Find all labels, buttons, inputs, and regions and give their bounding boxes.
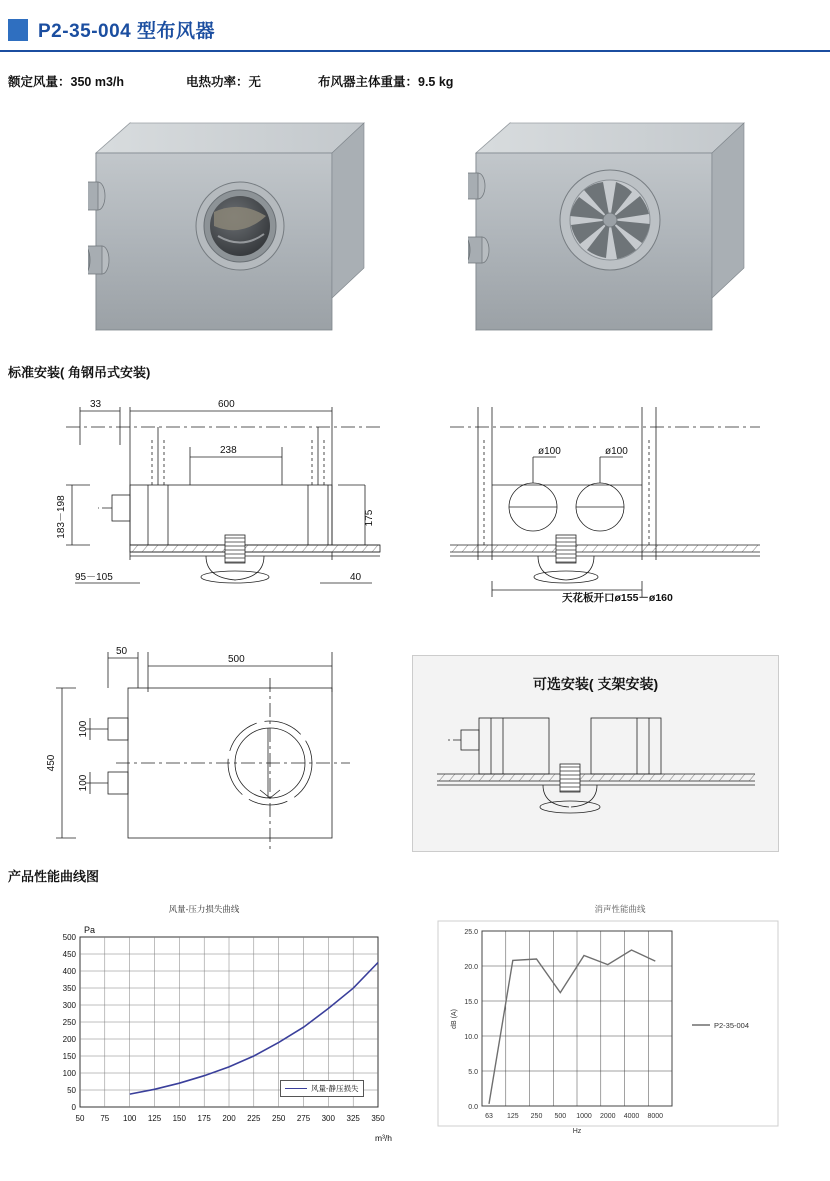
svg-text:250: 250 [62,1018,76,1027]
drawing-side-view [20,385,400,625]
svg-text:33: 33 [90,399,102,410]
svg-text:10.0: 10.0 [464,1034,478,1041]
svg-text:300: 300 [62,1001,76,1010]
svg-text:300: 300 [321,1114,335,1123]
svg-text:4000: 4000 [623,1113,640,1120]
svg-text:50: 50 [75,1114,85,1123]
chart-pressure-loss-title: 风量-压力损失曲线 [168,904,240,914]
product-photos [0,100,830,355]
svg-text:350: 350 [62,984,76,993]
page-header [0,16,830,52]
svg-text:500: 500 [62,933,76,942]
svg-text:2000: 2000 [600,1113,616,1120]
svg-text:400: 400 [62,967,76,976]
chart-pressure-loss-xlabel: m³/h [375,1133,392,1143]
svg-text:25.0: 25.0 [464,929,478,936]
chart-acoustic-xlabel: Hz [572,1128,582,1135]
svg-text:450: 450 [46,754,57,772]
chart-pressure-loss [14,895,404,1165]
svg-text:238: 238 [220,445,237,456]
legend-label: 风量-静压损失 [311,1084,359,1093]
chart-acoustic-legend-label: P2-35-004 [714,1021,750,1030]
product-photo-swirl [468,108,758,338]
chart-pressure-loss-ylabel: Pa [84,925,96,935]
legend-line-swatch [285,1088,307,1089]
chart-acoustic-ylabel: dB (A) [451,1009,458,1029]
svg-text:150: 150 [62,1052,76,1061]
svg-text:500: 500 [554,1113,567,1120]
svg-text:125: 125 [147,1114,162,1123]
svg-text:175: 175 [197,1114,211,1123]
svg-text:ø100: ø100 [538,446,561,457]
svg-text:63: 63 [485,1113,493,1120]
svg-text:15.0: 15.0 [464,999,478,1006]
drawing-duct-view [430,385,770,625]
svg-text:100: 100 [123,1114,137,1123]
svg-text:500: 500 [228,654,245,665]
svg-text:0: 0 [71,1103,76,1112]
svg-text:225: 225 [247,1114,261,1123]
svg-text:450: 450 [62,950,76,959]
spec-line [8,72,608,92]
svg-text:183－198: 183－198 [56,495,67,539]
optional-install-title: 可选安装( 支架安装) [532,676,659,692]
svg-text:100: 100 [78,774,89,792]
svg-text:5.0: 5.0 [468,1069,478,1076]
product-photo-front-illustration [88,108,378,338]
chart-acoustic-title: 消声性能曲线 [594,904,646,914]
svg-text:600: 600 [218,399,235,410]
optional-install-panel [412,655,779,852]
svg-text:100: 100 [62,1069,76,1078]
svg-text:275: 275 [296,1114,311,1123]
svg-text:20.0: 20.0 [464,964,478,971]
svg-text:325: 325 [346,1114,360,1123]
svg-text:125: 125 [506,1113,519,1120]
optional-install-drawing [431,706,761,838]
chart-pressure-loss-legend [280,1080,364,1097]
product-photo-front [88,108,378,338]
svg-text:50: 50 [116,646,128,657]
ceiling-opening-label: 天花板开口ø155－ø160 [562,592,673,604]
svg-text:0.0: 0.0 [468,1104,478,1111]
section-title-standard-install: 标准安装( 角钢吊式安装) [8,365,151,380]
spec-weight: 布风器主体重量：9.5 kg [318,75,454,89]
drawing-plan-view [20,640,400,860]
svg-text:200: 200 [222,1114,236,1123]
svg-text:250: 250 [272,1114,286,1123]
spec-power: 电热功率：无 [186,75,262,89]
svg-text:8000: 8000 [647,1113,664,1120]
svg-text:95－105: 95－105 [75,572,113,583]
svg-text:175: 175 [364,509,375,527]
page-title: P2-35-004 型布风器 [38,21,216,42]
svg-text:40: 40 [350,572,362,583]
product-photo-swirl-illustration [468,108,758,338]
svg-text:1000: 1000 [576,1113,592,1120]
svg-text:350: 350 [371,1114,385,1123]
svg-text:50: 50 [67,1086,76,1095]
svg-text:150: 150 [172,1114,186,1123]
spec-airflow: 额定风量：350 m3/h [8,75,125,89]
section-title-performance: 产品性能曲线图 [8,869,100,884]
svg-text:75: 75 [100,1114,110,1123]
header-accent-bar [8,19,28,41]
svg-text:250: 250 [530,1113,543,1120]
svg-text:100: 100 [78,720,89,738]
chart-acoustic [430,895,820,1165]
svg-text:200: 200 [62,1035,76,1044]
svg-text:ø100: ø100 [605,446,628,457]
